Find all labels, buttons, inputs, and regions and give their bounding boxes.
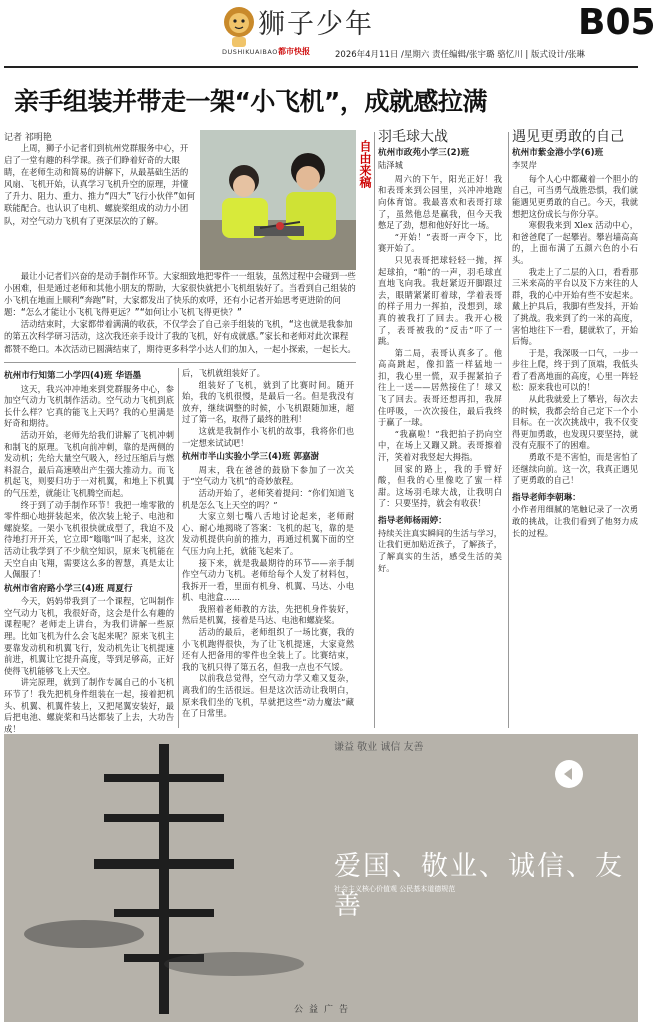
date-editor-line: 2026年4月11日 /星期六 责任编辑/张宇璐 骆忆川 | 版式设计/张琳	[335, 50, 585, 60]
ad-main-slogan: 爱国、敬业、诚信、友善	[334, 851, 624, 921]
header-rule	[4, 66, 638, 68]
article-4-author: 陆泽城	[378, 160, 403, 171]
lead-paragraph-2: 最让小记者们兴奋的是动手制作环节。大家细致地把零件一一组装，虽然过程中会碰到一些小困难，但是通过老师和其他小朋友的帮助，大家很快就把小飞机组装好了。当看到自己组装的小飞机在地面上顺利“奔跑”时，大家都发出了快乐的欢呼，还有小记者开始思考更进阶的问题：“怎么才能让小飞机飞得更远？”“如何让小飞机飞得更快？” 活动结束时，大家都带着满满的收获，不仅学会了自己亲手组装的飞机，“这也就是我参加的第五次科学研习活动，这次我还亲手设计了我的飞机，好有成就感。”家长和老师对此次课程都赞不绝口。本次活动已圆满结束了，期待更多科学小达人们的加入，一起小探索，一起长大。	[4, 271, 356, 354]
article-3-para: 以前我总觉得，空气动力学又难又复杂，离我们的生活很远。但是这次活动让我明白，原来我们坐的飞机，早就把这些“动力魔法”藏在了日常里。	[182, 673, 354, 719]
children-building-plane-image	[200, 130, 356, 270]
article-4-school: 杭州市政苑小学三(2)班	[378, 147, 470, 158]
article-1	[4, 371, 174, 581]
page-header	[0, 0, 656, 68]
article-5-para: 我走上了二层的入口，看看那三米来高的平台以及下方来往的人群，我的心中开始有些不安起来。戴上护具后，我脚有些发抖，开始了挑战。我来到了约一米的高度，害怕地往下一看，腿就软了，开始后悔。	[512, 266, 638, 347]
teacher-note-label: 指导老师杨雨婷：	[378, 516, 447, 526]
article-4-para: 周六的下午，阳光正好！我和表哥来到公园里，兴冲冲地跑向体育馆。我最喜欢和表哥打球了，虽然他总是赢我，但今天我憋足了劲，想和他好好比一场。	[378, 173, 502, 231]
article-4-para: 只见表哥把球轻轻一抛，挥起球拍，“啪”的一声，羽毛球直直地飞向我。我赶紧迈开脚跟过去，眼睛紧紧盯着球，学着表哥的样子用力一挥拍，没想到，球真的被我打了回去。我开心极了，表哥被我的“反击”吓了一跳。	[378, 254, 502, 347]
ad-top-text: 谦益 敬业 诚信 友善	[334, 742, 424, 753]
article-4-para: 回家的路上，我的手臂好酸，但我的心里像吃了蜜一样甜。这场羽毛球大战，让我明白了：只要坚持，就会有收获！	[378, 463, 502, 509]
article-3-para: 大家立刻七嘴八舌地讨论起来，老师耐心、耐心地揭晓了答案：飞机的起飞，靠的是发动机提供向前的推力，再通过机翼下面的空气压力向上托，就能飞起来了。	[182, 511, 354, 556]
headline: 亲手组装并带走一架“小飞机”，成就感拉满	[14, 87, 487, 116]
column-right-2	[512, 129, 638, 540]
article-5-author: 李炅岸	[512, 160, 537, 171]
teacher-note: 小作者用细腻的笔触记录了一次勇敢的挑战，让我们看到了他努力成长的过程。	[512, 504, 638, 538]
column-right-1	[378, 129, 502, 575]
article-4-para: “开始！”表哥一声令下，比赛开始了。	[378, 231, 502, 254]
article-5-para: 寒假我来到 Xlex 活动中心，和爸爸爬了一起攀岩。攀岩墙高高的，上面布满了五颜六色的小石头。	[512, 220, 638, 265]
article-2-para: 组装好了飞机，就到了比赛时间。随开始，我的飞机很慢，是最后一名。但是我没有放弃，继续调整的时候，小飞机跟随加速，超过了第一名，取得了最终的胜利！	[182, 379, 354, 425]
public-service-ad	[4, 734, 638, 1022]
article-5-para: 于是，我深吸一口气，一步一步往上爬，终于到了顶端，我低头看了看离地面的高度，心里一阵轻松：原来我也可以的！	[512, 347, 638, 393]
article-5-school: 杭州市紫金港小学(6)班	[512, 147, 604, 158]
ad-subtitle: 社会主义核心价值观 公民基本道德规范	[334, 885, 456, 893]
article-3-para: 活动的最后，老师组织了一场比赛，我的小飞机跑得很快，为了让飞机提速，大家竟然还有人把备用的零件也全装上了。比赛结束，我的飞机只得了第五名，但我一点也不气馁。	[182, 627, 354, 672]
article-5-para: 从此我就爱上了攀岩，每次去的时候，我都会给自己定下一个小目标。在一次次挑战中，我不仅变得更加勇敢，也发现只要坚持，就没有克服不了的困难。	[512, 394, 638, 451]
article-1-para: 活动开始，老师先给我们讲解了飞机冲刺和制飞的原理。飞机向前冲刺，靠的是两侧的发动机；先给大量空气吸入，经过压缩后与燃料混合，最后高速喷出产生强大推动力。而飞机起飞，则要归功于一对机翼，和地上下机翼的气压差，就能让飞机腾空而起。	[4, 429, 174, 498]
reporter-byline: 记者 祁明艳	[4, 133, 52, 143]
lead-paragraph: 上周，狮子小记者们到杭州党群服务中心，开启了一堂有趣的科学课。孩子们睁着好奇的大眼睛，在老师生动和简易的讲解下，从最基础生活的风扇、飞机开始，认真学习飞机升空的原理，并懂了升力、阻力、重力、推力“四大”飞行小伙伴”如何联能配合。也认识了电机、螺旋桨组成的动力小团队，对空气动力飞机有了更深层次的了解。	[4, 143, 195, 226]
article-1-para: 这天，我兴冲冲地来到党群服务中心，参加空气动力飞机制作活动。空气动力飞机到底长什么样？它真的能飞上天吗？我的心里满是好奇和期待。	[4, 383, 174, 429]
article-1-para: 终于到了动手制作环节！我把一堆零散的零件细心地拼装起来，依次装上轮子、电池和螺旋桨。一架小飞机很快就成型了，我迫不及待地打开开关，它立即“嗡嗡”叫了起来，这次活动让我学到了不少航空知识，原来飞机能在天空自由飞翔，需要这么多的智慧，真是太让人佩服了！	[4, 499, 174, 580]
column-left	[4, 368, 174, 735]
article-4-para: 第二局，表哥认真多了。他高高跳起，像扣篮一样猛地一扣，我心里一慌，双手握紧拍子往上一送——居然接住了！球又飞了回去。表哥还想再扣，我屏住呼吸，一次次接住，最后我终于赢了一球。	[378, 347, 502, 428]
article-3-para: 接下来，就是我最期待的环节——亲手制作空气动力飞机。老师给每个人发了材料包，我拆开一看，里面有机身、机翼、马达、小电机、电池盒……	[182, 557, 354, 603]
ad-bottom-text: 公益广告	[294, 1005, 355, 1015]
article-2-para: 讲完原理，就到了制作专属自己的小飞机环节了！我先把机身件组装在一起，接着把机头、机翼、机翼件装上，又把尾翼安装好，最后把电池、螺旋桨和马达都装了上去，大功告成！	[4, 677, 174, 734]
article-2-para: 这就是我制作小飞机的故事，我将你们也一定想来试试吧！	[182, 425, 354, 448]
article-2-school: 杭州市省府路小学三(4)班 周夏行	[4, 583, 133, 594]
article-4-title: 羽毛球大战	[378, 129, 448, 145]
brand-subtitle: DUSHIKUAIBAO	[222, 48, 278, 56]
article-5-para: 每个人心中都藏着一个胆小的自己，可当勇气战胜恐惧，我们就能遇见更勇敢的自己。今天，我就想把这份成长与你分享。	[512, 173, 638, 219]
article-5-title: 遇见更勇敢的自己	[512, 129, 624, 145]
article-5-para: 勇敢不是不害怕，而是害怕了还继续向前。这一次，我真正遇见了更勇敢的自己！	[512, 452, 638, 486]
article-3-para: 我照着老师教的方法，先把机身件装好，然后是机翼，接着是马达、电池和螺旋桨。	[182, 603, 354, 626]
lion-mascot-icon	[222, 4, 256, 48]
column-divider	[508, 132, 509, 728]
vertical-section-tag: 自由来稿	[358, 140, 372, 188]
article-3-para: 周末，我在爸爸的鼓励下参加了一次关于“空气动力飞机”的奇妙旅程。	[182, 464, 354, 487]
teacher-note: 持续关注真实瞬间的生活与学习，让我们更加贴近孩子，了解孩子，了解真实的生活，感受生活的美好。	[378, 527, 502, 573]
article-2-para: 后，飞机就组装好了。	[182, 368, 265, 378]
article-2-para: 今天，妈妈带我到了一个课程，它叫制作空气动力飞机，我很好奇，这会是什么有趣的课程呢？老师走上讲台，为我们讲解一些原理。比如飞机为什么会飞起来呢？原来飞机主要靠发动机和机翼飞行，发动机先让飞机提速前进，机翼让它提升高度，等到足够高，正好使得飞机能够飞上天空。	[4, 596, 174, 676]
column-divider	[374, 132, 375, 728]
article-1-school: 杭州市行知第二小学四(4)班 华语墨	[4, 371, 142, 381]
column-middle	[182, 368, 354, 720]
teacher-note-label: 指导老师李朝琳：	[512, 492, 581, 503]
activity-photo	[200, 130, 356, 270]
section-rule	[4, 362, 356, 363]
section-brand: 狮子少年	[258, 9, 374, 40]
column-divider	[178, 368, 179, 728]
article-3-para: 活动开始了，老师笑着提问：“你们知道飞机是怎么飞上天空的吗？”	[182, 487, 354, 510]
article-3-school: 杭州市半山实验小学三(4)班 郭嘉澍	[182, 452, 320, 463]
article-4-para: “我赢啦！”我把拍子扔向空中，在场上又蹦又跳。表哥擦着汗，笑着对我竖起大拇指。	[378, 428, 502, 463]
article-2	[4, 584, 174, 736]
newspaper-logo: 都市快报	[278, 47, 310, 56]
page-number: B05	[578, 2, 656, 43]
